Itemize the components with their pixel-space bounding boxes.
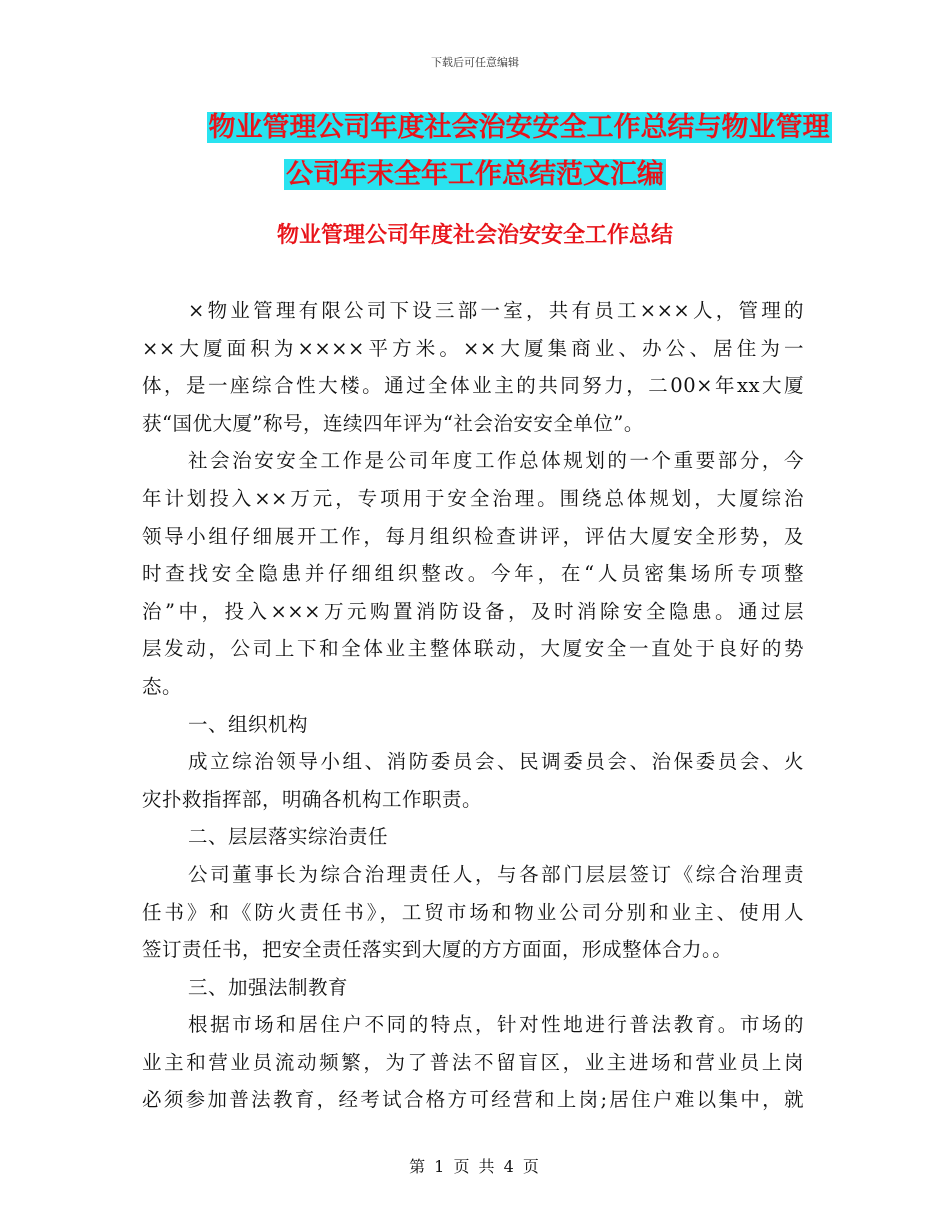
text-line: 年计划投入××万元，专项用于安全治理。围绕总体规划，大厦综治 <box>142 486 804 510</box>
text-line: 态。 <box>142 674 183 698</box>
text-line: ×物业管理有限公司下设三部一室，共有员工×××人，管理的 <box>188 299 804 322</box>
header-note: 下载后可任意编辑 <box>431 56 519 69</box>
text-line: 灾扑救指挥部，明确各机构工作职责。 <box>142 787 483 811</box>
text-line: 层发动，公司上下和全体业主整体联动，大厦安全一直处于良好的势 <box>142 637 804 661</box>
text-line: 获“国优大厦”称号，连续四年评为“社会治安安全单位”。 <box>142 411 644 435</box>
title-highlight: 物业管理公司年度社会治安安全工作总结与物业管理 <box>208 112 830 143</box>
document-title-line-2 <box>0 155 950 195</box>
text-line: 时查找安全隐患并仔细组织整改。今年，在“人员密集场所专项整 <box>142 562 804 586</box>
title-highlight: 公司年末全年工作总结范文汇编 <box>286 159 664 190</box>
text-line: 治”中，投入×××万元购置消防设备，及时消除安全隐患。通过层 <box>142 599 804 623</box>
text-line: 成立综治领导小组、消防委员会、民调委员会、治保委员会、火 <box>188 750 804 774</box>
page-footer: 第 1 页 共 4 页 <box>409 1157 541 1176</box>
text-line: ××大厦面积为××××平方米。××大厦集商业、办公、居住为一 <box>142 336 804 360</box>
text-line: 社会治安安全工作是公司年度工作总体规划的一个重要部分，今 <box>188 449 804 473</box>
text-line: 根据市场和居住户不同的特点，针对性地进行普法教育。市场的 <box>188 1013 804 1037</box>
text-line: 公司董事长为综合治理责任人，与各部门层层签订《综合治理责 <box>188 862 804 886</box>
text-line: 必须参加普法教育，经考试合格方可经营和上岗;居住户难以集中，就 <box>142 1088 804 1112</box>
text-line: 任书》和《防火责任书》，工贸市场和物业公司分别和业主、使用人 <box>142 900 804 924</box>
text-line: 领导小组仔细展开工作，每月组织检查讲评，评估大厦安全形势，及 <box>142 524 804 548</box>
section-title: 物业管理公司年度社会治安安全工作总结 <box>276 223 673 248</box>
document-title-line-1 <box>44 108 950 148</box>
text-line: 二、层层落实综治责任 <box>188 825 389 849</box>
text-line: 业主和营业员流动频繁，为了普法不留盲区，业主进场和营业员上岗 <box>142 1050 804 1074</box>
text-line: 三、加强法制教育 <box>188 975 349 999</box>
text-line: 一、组织机构 <box>188 712 309 736</box>
text-line: 体，是一座综合性大楼。通过全体业主的共同努力，二00×年xx大厦 <box>142 374 804 398</box>
text-line: 签订责任书，把安全责任落实到大厦的方方面面，形成整体合力。。 <box>142 938 733 962</box>
document-body <box>142 292 804 1119</box>
